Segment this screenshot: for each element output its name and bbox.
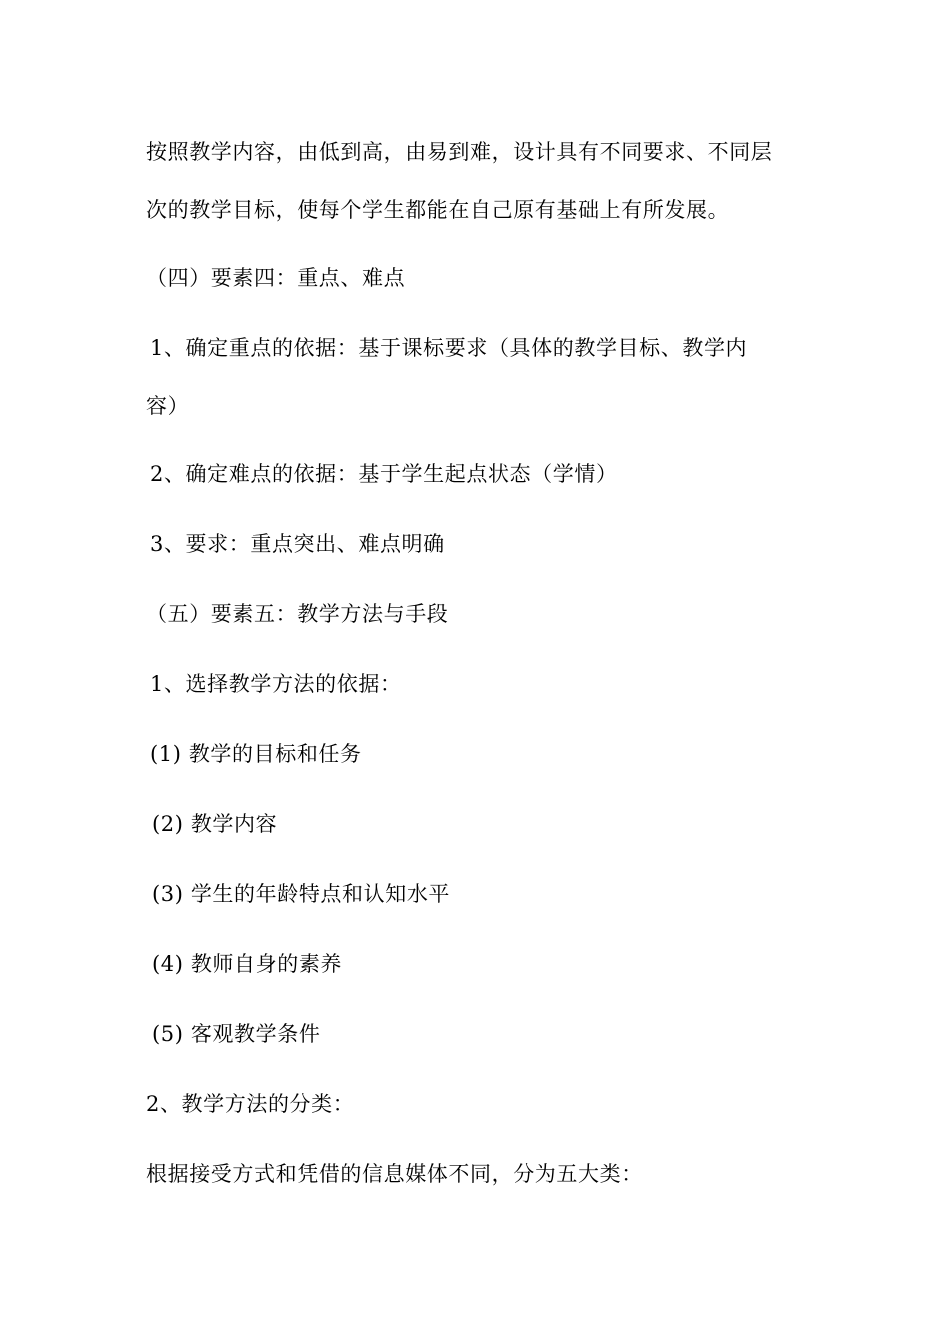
paragraph-line: 根据接受方式和凭借的信息媒体不同，分为五大类： <box>146 1162 643 1186</box>
section-heading: （五）要素五：教学方法与手段 <box>146 602 449 626</box>
paragraph-line: 次的教学目标，使每个学生都能在自己原有基础上有所发展。 <box>146 198 730 222</box>
sub-list-item: (1) 教学的目标和任务 <box>150 742 362 766</box>
sub-list-item: (3) 学生的年龄特点和认知水平 <box>152 882 451 906</box>
list-item: 3、要求：重点突出、难点明确 <box>150 532 445 556</box>
paragraph-line: 按照教学内容，由低到高，由易到难，设计具有不同要求、不同层 <box>146 140 773 164</box>
list-item: 1、选择教学方法的依据： <box>150 672 402 696</box>
list-item: 1、确定重点的依据：基于课标要求（具体的教学目标、教学内 <box>150 336 748 360</box>
sub-list-item: (5) 客观教学条件 <box>152 1022 321 1046</box>
section-heading: （四）要素四：重点、难点 <box>146 266 406 290</box>
list-item: 2、确定难点的依据：基于学生起点状态（学情） <box>150 462 618 486</box>
list-item-continuation: 容） <box>146 394 190 418</box>
sub-list-item: (2) 教学内容 <box>152 812 278 836</box>
sub-list-item: (4) 教师自身的素养 <box>152 952 343 976</box>
list-item: 2、教学方法的分类： <box>146 1092 355 1116</box>
